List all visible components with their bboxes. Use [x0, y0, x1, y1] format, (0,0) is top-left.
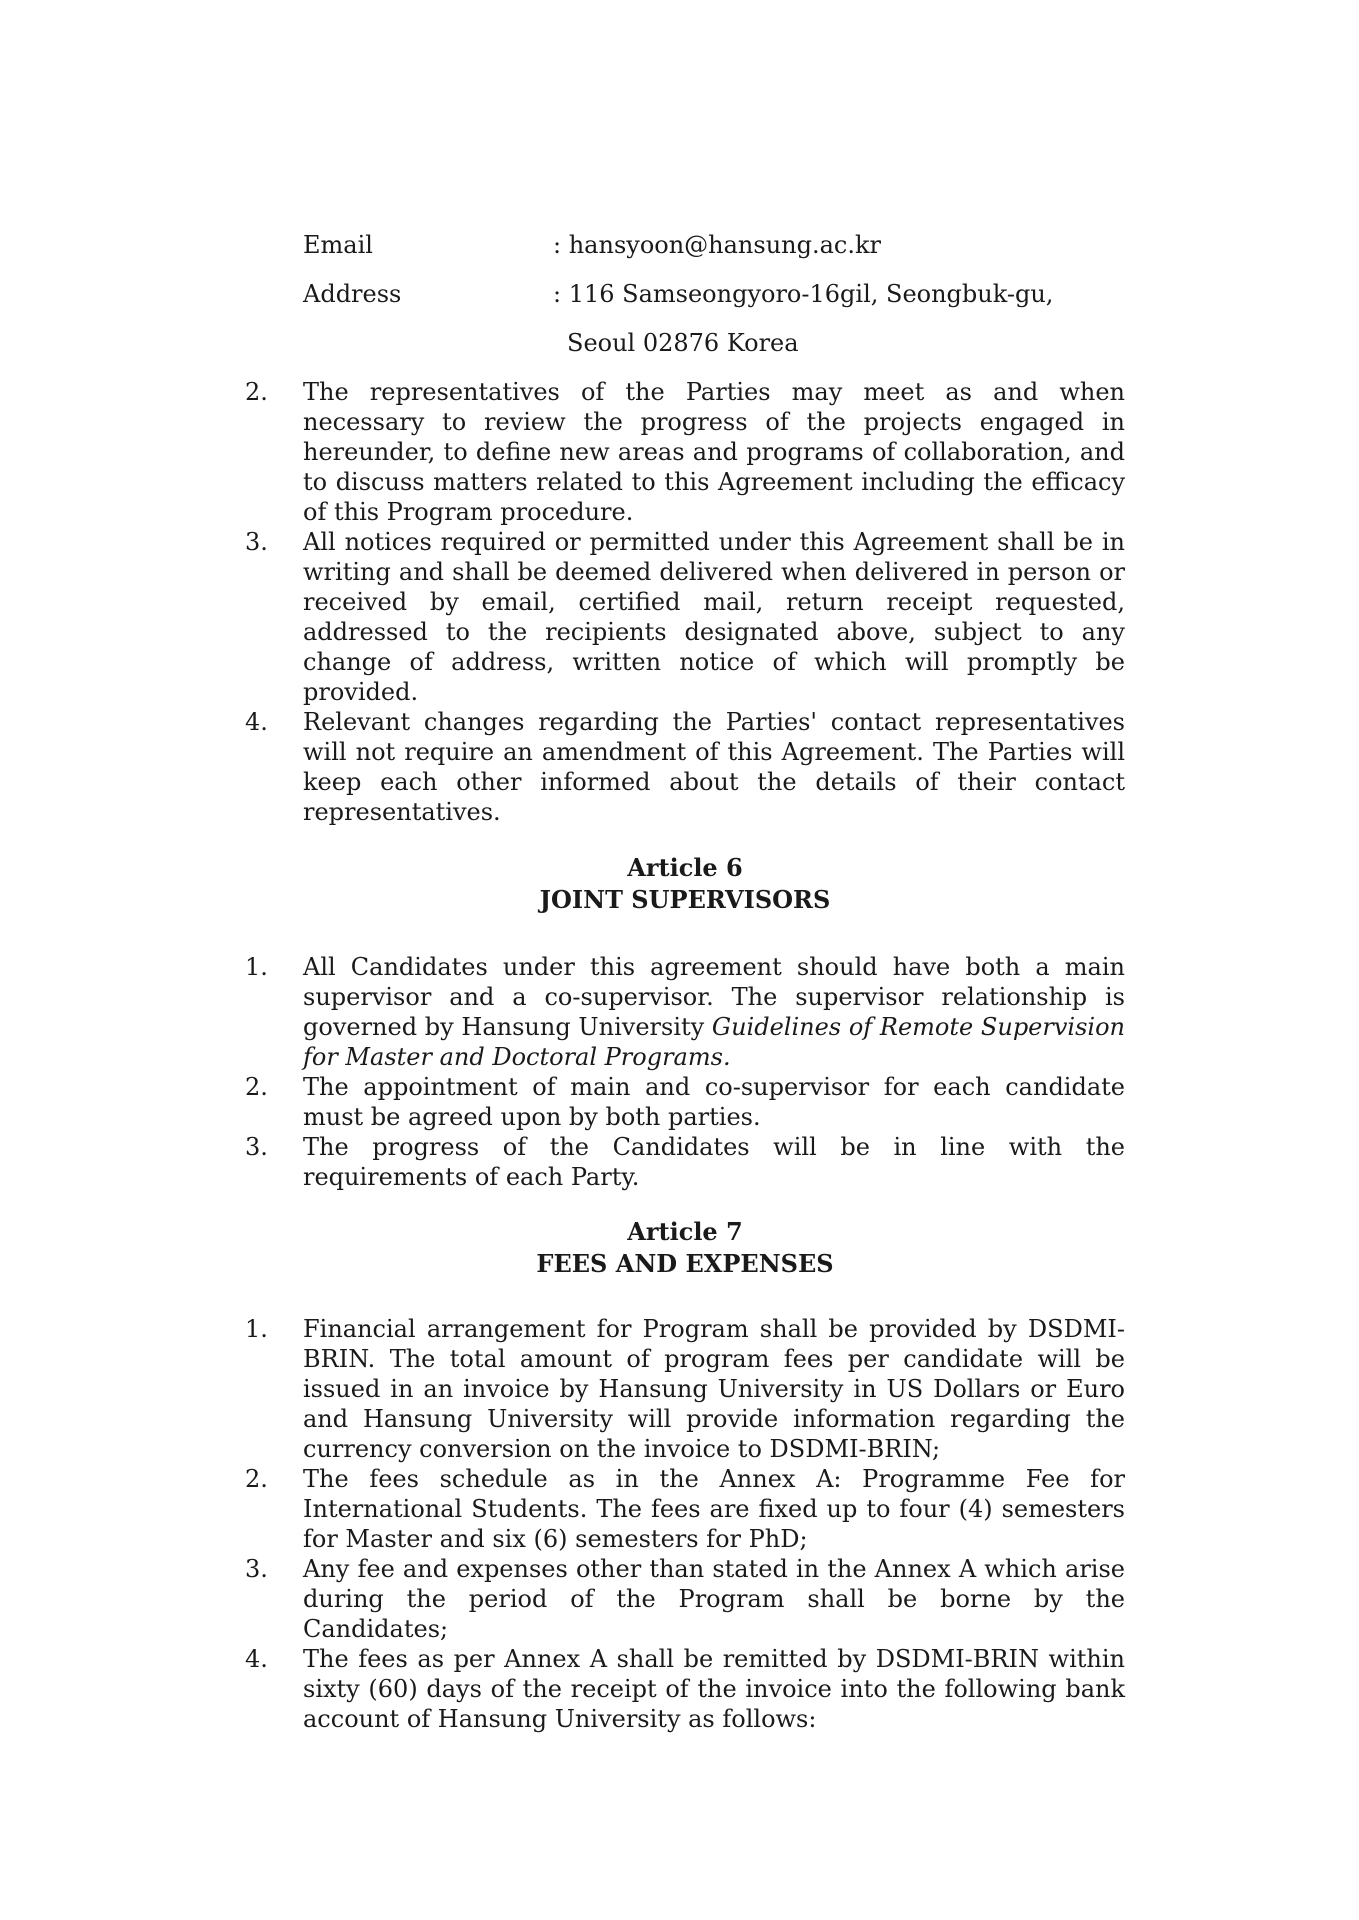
item-text: Relevant changes regarding the Parties' contact representatives will not require an amendment of this Agreement. The Parties will keep each other informed about the details of their contact representatives.: [303, 708, 1125, 826]
list-item: [245, 1464, 1125, 1554]
item-text: All notices required or permitted under this Agreement shall be in writing and shall be deemed delivered when delivered in person or received by email, certified mail, return receipt requested, addressed to the recipients designated above, subject to any change of address, written notice of which will promptly be provided.: [303, 528, 1125, 706]
item-number: 2.: [245, 1073, 268, 1101]
list-item: [245, 1314, 1125, 1464]
list-item: [245, 1132, 1125, 1192]
email-value: : hansyoon@hansung.ac.kr: [553, 231, 882, 259]
item-number: 4.: [245, 1645, 268, 1673]
address-value-line1: : 116 Samseongyoro-16gil, Seongbuk-gu,: [553, 280, 1054, 308]
address-value-line2: Seoul 02876 Korea: [567, 329, 799, 357]
article5-list: [245, 377, 1125, 827]
list-item: [245, 527, 1125, 707]
item-number: 3.: [245, 1133, 268, 1161]
item-text-italic: Guidelines of Remote Supervision for Master and Doctoral Programs.: [303, 1013, 1125, 1071]
address-label: Address: [303, 280, 402, 308]
email-label: Email: [303, 231, 373, 259]
article7-number: Article 7: [627, 1217, 743, 1246]
item-text: The appointment of main and co-supervisor for each candidate must be agreed upon by both parties.: [303, 1073, 1125, 1131]
item-text: The representatives of the Parties may meet as and when necessary to review the progress of the projects engaged in hereunder, to define new areas and programs of collaboration, and to discuss matters related to this Agreement including the efficacy of this Program procedure.: [303, 378, 1125, 526]
list-item: [245, 707, 1125, 827]
item-number: 3.: [245, 1555, 268, 1583]
article7-list: [245, 1314, 1125, 1734]
list-item: [245, 377, 1125, 527]
item-number: 3.: [245, 528, 268, 556]
contact-email-row: [303, 230, 881, 260]
list-item: [245, 1644, 1125, 1734]
list-item: [245, 1554, 1125, 1644]
article6-title: JOINT SUPERVISORS: [539, 885, 831, 914]
article6-heading: [245, 852, 1125, 916]
list-item: [245, 1072, 1125, 1132]
item-text: Financial arrangement for Program shall be provided by DSDMI-BRIN. The total amount of program fees per candidate will be issued in an invoice by Hansung University in US Dollars or Euro and Hansung University will provide information regarding the currency conversion on the invoice to DSDMI-BRIN;: [303, 1315, 1125, 1463]
article7-title: FEES AND EXPENSES: [536, 1249, 834, 1278]
item-text: The progress of the Candidates will be in line with the requirements of each Party.: [303, 1133, 1125, 1191]
item-number: 2.: [245, 378, 268, 406]
item-number: 1.: [245, 953, 268, 981]
item-text: All Candidates under this agreement should have both a main supervisor and a co-supervisor. The supervisor relationship is governed by Hansung University: [303, 953, 1125, 1041]
article6-number: Article 6: [627, 853, 743, 882]
item-text: The fees schedule as in the Annex A: Programme Fee for International Students. The fees are fixed up to four (4) semesters for Master and six (6) semesters for PhD;: [303, 1465, 1125, 1553]
item-number: 2.: [245, 1465, 268, 1493]
list-item: [245, 952, 1125, 1072]
article6-list: [245, 952, 1125, 1192]
article7-heading: [245, 1216, 1125, 1280]
item-text: The fees as per Annex A shall be remitted by DSDMI-BRIN within sixty (60) days of the receipt of the invoice into the following bank account of Hansung University as follows:: [303, 1645, 1125, 1733]
item-text: Any fee and expenses other than stated in the Annex A which arise during the period of the Program shall be borne by the Candidates;: [303, 1555, 1125, 1643]
item-number: 1.: [245, 1315, 268, 1343]
contact-address-row: [303, 279, 1053, 309]
item-number: 4.: [245, 708, 268, 736]
